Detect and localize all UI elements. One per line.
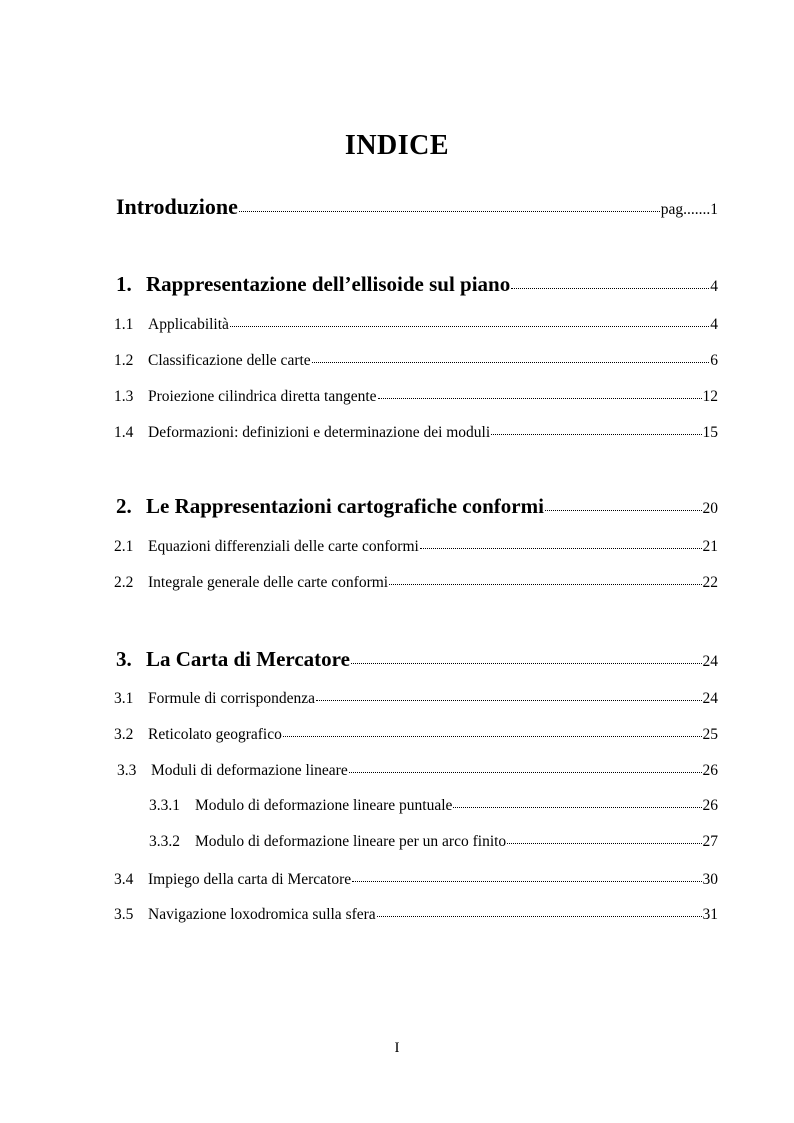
toc-section-number: 1.2: [114, 352, 134, 369]
toc-section-number: 3.1: [114, 690, 134, 707]
toc-section-title: Modulo di deformazione lineare per un arco finito: [195, 833, 507, 850]
toc-section-2-2[interactable]: [114, 574, 718, 592]
toc-leader: [389, 584, 701, 585]
toc-chapter-title: Rappresentazione dell’ellisoide sul piano: [146, 272, 511, 296]
toc-section-title: Applicabilità: [148, 316, 229, 333]
toc-section-2-1[interactable]: [114, 538, 718, 556]
toc-section-number: 3.5: [114, 906, 134, 923]
toc-chapter-3[interactable]: [116, 647, 718, 672]
toc-leader: [349, 772, 702, 773]
toc-section-title: Impiego della carta di Mercatore: [148, 871, 352, 888]
toc-chapter-number: 2.: [116, 494, 132, 518]
toc-section-title: Formule di corrispondenza: [148, 690, 316, 707]
toc-intro-page: 1: [710, 201, 718, 218]
page-number-footer: I: [394, 1040, 400, 1056]
toc-section-number: 1.1: [114, 316, 134, 333]
toc-leader: [453, 807, 701, 808]
toc-section-page: 21: [702, 538, 718, 555]
toc-leader: [239, 211, 660, 212]
toc-chapter-page: 24: [702, 653, 718, 670]
toc-section-page: 31: [702, 906, 718, 923]
toc-section-number: 1.4: [114, 424, 134, 441]
toc-section-3-3[interactable]: [117, 762, 718, 780]
toc-leader: [352, 881, 701, 882]
toc-leader: [283, 736, 702, 737]
toc-section-title: Navigazione loxodromica sulla sfera: [148, 906, 376, 923]
toc-section-title: Deformazioni: definizioni e determinazione dei moduli: [148, 424, 491, 441]
toc-chapter-title: La Carta di Mercatore: [146, 647, 350, 671]
toc-section-3-1[interactable]: [114, 690, 718, 708]
toc-subsection-3-3-2[interactable]: [149, 833, 718, 851]
toc-chapter-title: Le Rappresentazioni cartografiche conformi: [146, 494, 544, 518]
toc-chapter-number: 1.: [116, 272, 132, 296]
toc-subsection-3-3-1[interactable]: [149, 797, 718, 815]
toc-chapter-page: 20: [702, 500, 718, 517]
toc-section-3-5[interactable]: [114, 906, 718, 924]
toc-section-page: 25: [702, 726, 718, 743]
toc-section-page: 15: [702, 424, 718, 441]
toc-intro-page-prefix: pag.......: [660, 201, 711, 218]
toc-section-number: 3.3.2: [149, 833, 180, 850]
toc-leader: [312, 362, 710, 363]
toc-section-1-2[interactable]: [114, 352, 718, 370]
toc-leader: [511, 288, 709, 289]
toc-leader: [351, 663, 702, 664]
toc-leader: [420, 548, 702, 549]
toc-section-page: 24: [702, 690, 718, 707]
toc-section-page: 27: [702, 833, 718, 850]
toc-chapter-2[interactable]: [116, 494, 718, 519]
toc-section-page: 26: [702, 797, 718, 814]
toc-intro-label: Introduzione: [116, 194, 238, 219]
toc-section-3-4[interactable]: [114, 871, 718, 889]
toc-section-title: Classificazione delle carte: [148, 352, 311, 369]
toc-section-title: Equazioni differenziali delle carte conformi: [148, 538, 419, 555]
toc-leader: [507, 843, 701, 844]
toc-leader: [491, 434, 701, 435]
toc-section-title: Reticolato geografico: [148, 726, 282, 743]
toc-section-page: 22: [702, 574, 718, 591]
toc-section-page: 4: [710, 316, 718, 333]
toc-leader: [378, 398, 702, 399]
toc-section-title: Modulo di deformazione lineare puntuale: [195, 797, 453, 814]
toc-section-title: Integrale generale delle carte conformi: [148, 574, 389, 591]
toc-section-page: 26: [702, 762, 718, 779]
toc-section-title: Moduli di deformazione lineare: [151, 762, 348, 779]
toc-section-1-1[interactable]: [114, 316, 718, 334]
toc-intro[interactable]: [116, 194, 718, 220]
toc-section-1-3[interactable]: [114, 388, 718, 406]
page-title: INDICE: [344, 130, 450, 161]
toc-leader: [316, 700, 701, 701]
toc-section-page: 6: [710, 352, 718, 369]
toc-section-title: Proiezione cilindrica diretta tangente: [148, 388, 377, 405]
toc-section-number: 2.2: [114, 574, 134, 591]
toc-section-number: 3.2: [114, 726, 134, 743]
toc-section-page: 30: [702, 871, 718, 888]
toc-section-number: 3.3: [117, 762, 137, 779]
toc-section-number: 2.1: [114, 538, 134, 555]
toc-section-number: 1.3: [114, 388, 134, 405]
toc-chapter-1[interactable]: [116, 272, 718, 297]
toc-section-number: 3.4: [114, 871, 134, 888]
toc-section-3-2[interactable]: [114, 726, 718, 744]
toc-leader: [545, 510, 702, 511]
toc-chapter-page: 4: [710, 278, 718, 295]
toc-leader: [230, 326, 709, 327]
toc-section-1-4[interactable]: [114, 424, 718, 442]
toc-section-number: 3.3.1: [149, 797, 180, 814]
toc-leader: [377, 916, 702, 917]
toc-chapter-number: 3.: [116, 647, 132, 671]
toc-section-page: 12: [702, 388, 718, 405]
